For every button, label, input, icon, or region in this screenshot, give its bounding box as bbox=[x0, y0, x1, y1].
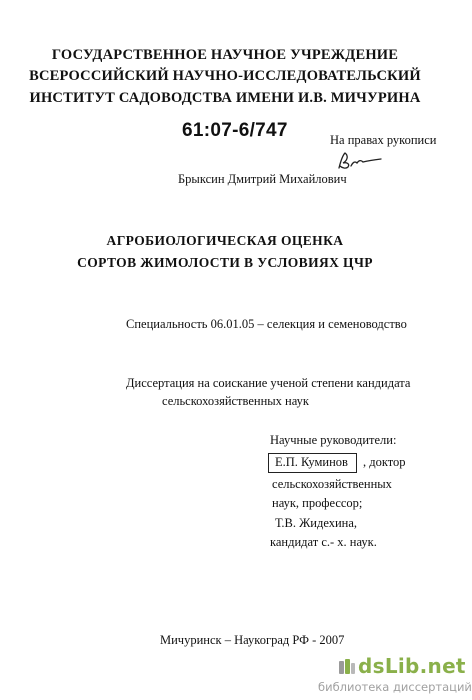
institution-line-3: ИНСТИТУТ САДОВОДСТВА ИМЕНИ И.В. МИЧУРИНА bbox=[29, 90, 421, 106]
advisor-1-name: Е.П. Куминов bbox=[268, 453, 357, 473]
dissertation-line-2: сельскохозяйственных наук bbox=[162, 394, 309, 408]
title-line-2: СОРТОВ ЖИМОЛОСТИ В УСЛОВИЯХ ЦЧР bbox=[77, 255, 373, 270]
advisor-1-line-2: сельскохозяйственных bbox=[272, 477, 392, 491]
rights-note: На правах рукописи bbox=[330, 133, 437, 147]
advisor-1-suffix: , доктор bbox=[362, 455, 406, 469]
advisor-2-line-2: кандидат с.- х. наук. bbox=[270, 535, 377, 549]
dissertation-line-1: Диссертация на соискание ученой степени кандидата bbox=[126, 376, 411, 390]
author-name: Брыксин Дмитрий Михайлович bbox=[178, 172, 347, 186]
title-line-1: АГРОБИОЛОГИЧЕСКАЯ ОЦЕНКА bbox=[106, 233, 344, 248]
institution-line-2: ВСЕРОССИЙСКИЙ НАУЧНО-ИССЛЕДОВАТЕЛЬСКИЙ bbox=[29, 68, 421, 84]
institution-line-1: ГОСУДАРСТВЕННОЕ НАУЧНОЕ УЧРЕЖДЕНИЕ bbox=[51, 47, 399, 63]
watermark-logo-icon bbox=[338, 658, 356, 676]
place-year: Мичуринск – Наукоград РФ - 2007 bbox=[160, 633, 345, 647]
catalog-code: 61:07-6/747 bbox=[182, 120, 288, 141]
advisors-heading: Научные руководители: bbox=[270, 433, 397, 447]
signature bbox=[335, 150, 385, 174]
advisor-1-row bbox=[268, 453, 406, 473]
watermark-logo-text: dsLib.net bbox=[358, 654, 466, 678]
advisor-2-name: Т.В. Жидехина, bbox=[275, 516, 358, 530]
watermark-subtitle: библиотека диссертаций bbox=[318, 680, 472, 694]
advisor-1-line-3: наук, профессор; bbox=[272, 496, 363, 510]
specialty: Специальность 06.01.05 – селекция и семеноводство bbox=[126, 317, 407, 331]
